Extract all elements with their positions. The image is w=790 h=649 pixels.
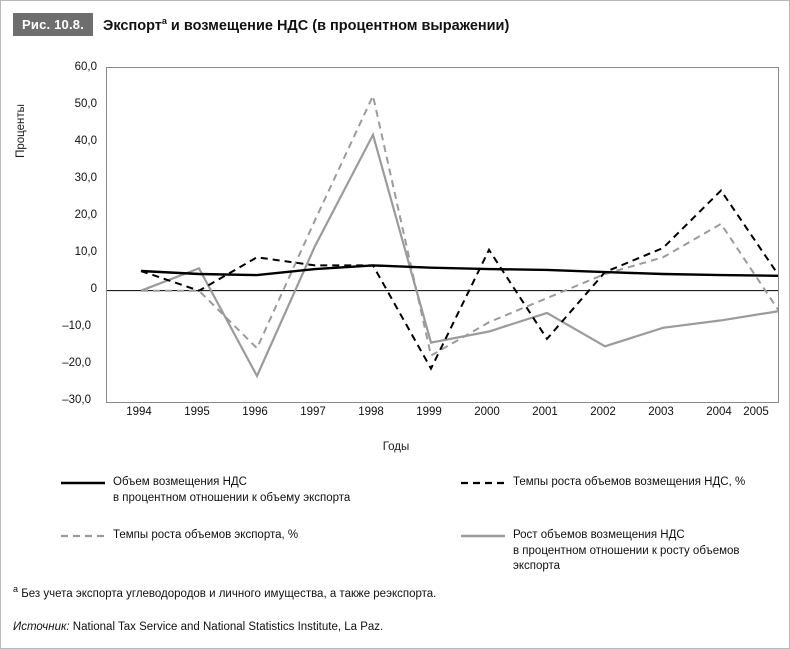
- footnote-marker: а: [13, 584, 19, 594]
- chart-plot-area: [106, 67, 779, 403]
- series-line-vat-refund-growth: [141, 191, 778, 369]
- legend-label-line2: в процентном отношении к объему экспорта: [113, 491, 351, 504]
- x-tick-2004: 2004: [706, 406, 732, 418]
- legend-label-vat-refund-share: [113, 475, 350, 506]
- legend-item-vat-to-export-growth: [461, 528, 777, 575]
- legend-label-line1: Рост объемов возмещения НДС: [513, 529, 685, 542]
- x-tick-1997: 1997: [300, 406, 326, 418]
- x-tick-1995: 1995: [184, 406, 210, 418]
- chart-legend: [61, 475, 777, 597]
- title-text-pre: Экспорт: [103, 17, 162, 34]
- x-tick-2001: 2001: [532, 406, 558, 418]
- y-tick-30: 30,0: [74, 172, 97, 184]
- figure-header: [13, 13, 509, 36]
- chart-svg: [107, 68, 778, 402]
- x-tick-1998: 1998: [358, 406, 384, 418]
- page-title: [103, 16, 509, 34]
- figure-number-badge: Рис. 10.8.: [13, 13, 93, 36]
- y-tick-50: 50,0: [74, 98, 97, 110]
- y-axis-label: Проценты: [15, 104, 27, 158]
- x-tick-1996: 1996: [242, 406, 268, 418]
- y-tick-minus10: –10,0: [62, 320, 91, 332]
- title-text-post: и возмещение НДС (в процентном выражении): [166, 17, 510, 34]
- legend-row-2: [61, 528, 777, 575]
- y-tick-10: 10,0: [74, 246, 97, 258]
- legend-label-line2: в процентном отношении к росту объемов экспорта: [513, 544, 740, 573]
- y-tick-minus30: –30,0: [62, 394, 91, 406]
- series-line-export-growth: [141, 96, 778, 356]
- x-tick-2002: 2002: [590, 406, 616, 418]
- series-line-vat-to-export-growth: [141, 135, 778, 376]
- legend-row-1: [61, 475, 777, 506]
- source-note: [13, 621, 383, 633]
- y-tick-60: 60,0: [74, 61, 97, 73]
- legend-label-vat-refund-growth: Темпы роста объемов возмещения НДС, %: [513, 476, 746, 488]
- legend-swatch-solid-black-icon: [61, 476, 105, 490]
- y-tick-0: 0: [90, 283, 97, 295]
- x-tick-2000: 2000: [474, 406, 500, 418]
- source-label: Источник:: [13, 621, 70, 633]
- legend-item-export-growth: [61, 528, 461, 575]
- series-line-vat-refund-share: [141, 265, 778, 275]
- legend-label-export-growth: Темпы роста объемов экспорта, %: [113, 529, 299, 542]
- legend-swatch-dashed-gray-icon: [61, 529, 105, 543]
- legend-item-vat-refund-growth: [461, 475, 777, 506]
- footnote-text: Без учета экспорта углеводородов и личного имущества, а также реэкспорта.: [18, 587, 437, 600]
- legend-label-vat-to-export-growth: [513, 528, 777, 575]
- legend-swatch-solid-gray-icon: [461, 529, 505, 543]
- title-footnote-marker: а: [161, 15, 167, 26]
- footnote: [13, 584, 436, 600]
- legend-item-vat-refund-share: [61, 475, 461, 506]
- source-text: National Tax Service and National Statistics Institute, La Paz.: [69, 621, 384, 633]
- x-tick-1994: 1994: [126, 406, 152, 418]
- y-tick-minus20: –20,0: [62, 357, 91, 369]
- legend-label-line1: Объем возмещения НДС: [113, 476, 247, 488]
- x-tick-2003: 2003: [648, 406, 674, 418]
- y-tick-20: 20,0: [74, 209, 97, 221]
- y-tick-40: 40,0: [74, 135, 97, 147]
- x-tick-1999: 1999: [416, 406, 442, 418]
- x-axis-label: Годы: [382, 441, 410, 453]
- legend-swatch-dashed-black-icon: [461, 476, 505, 490]
- x-tick-2005: 2005: [743, 406, 769, 418]
